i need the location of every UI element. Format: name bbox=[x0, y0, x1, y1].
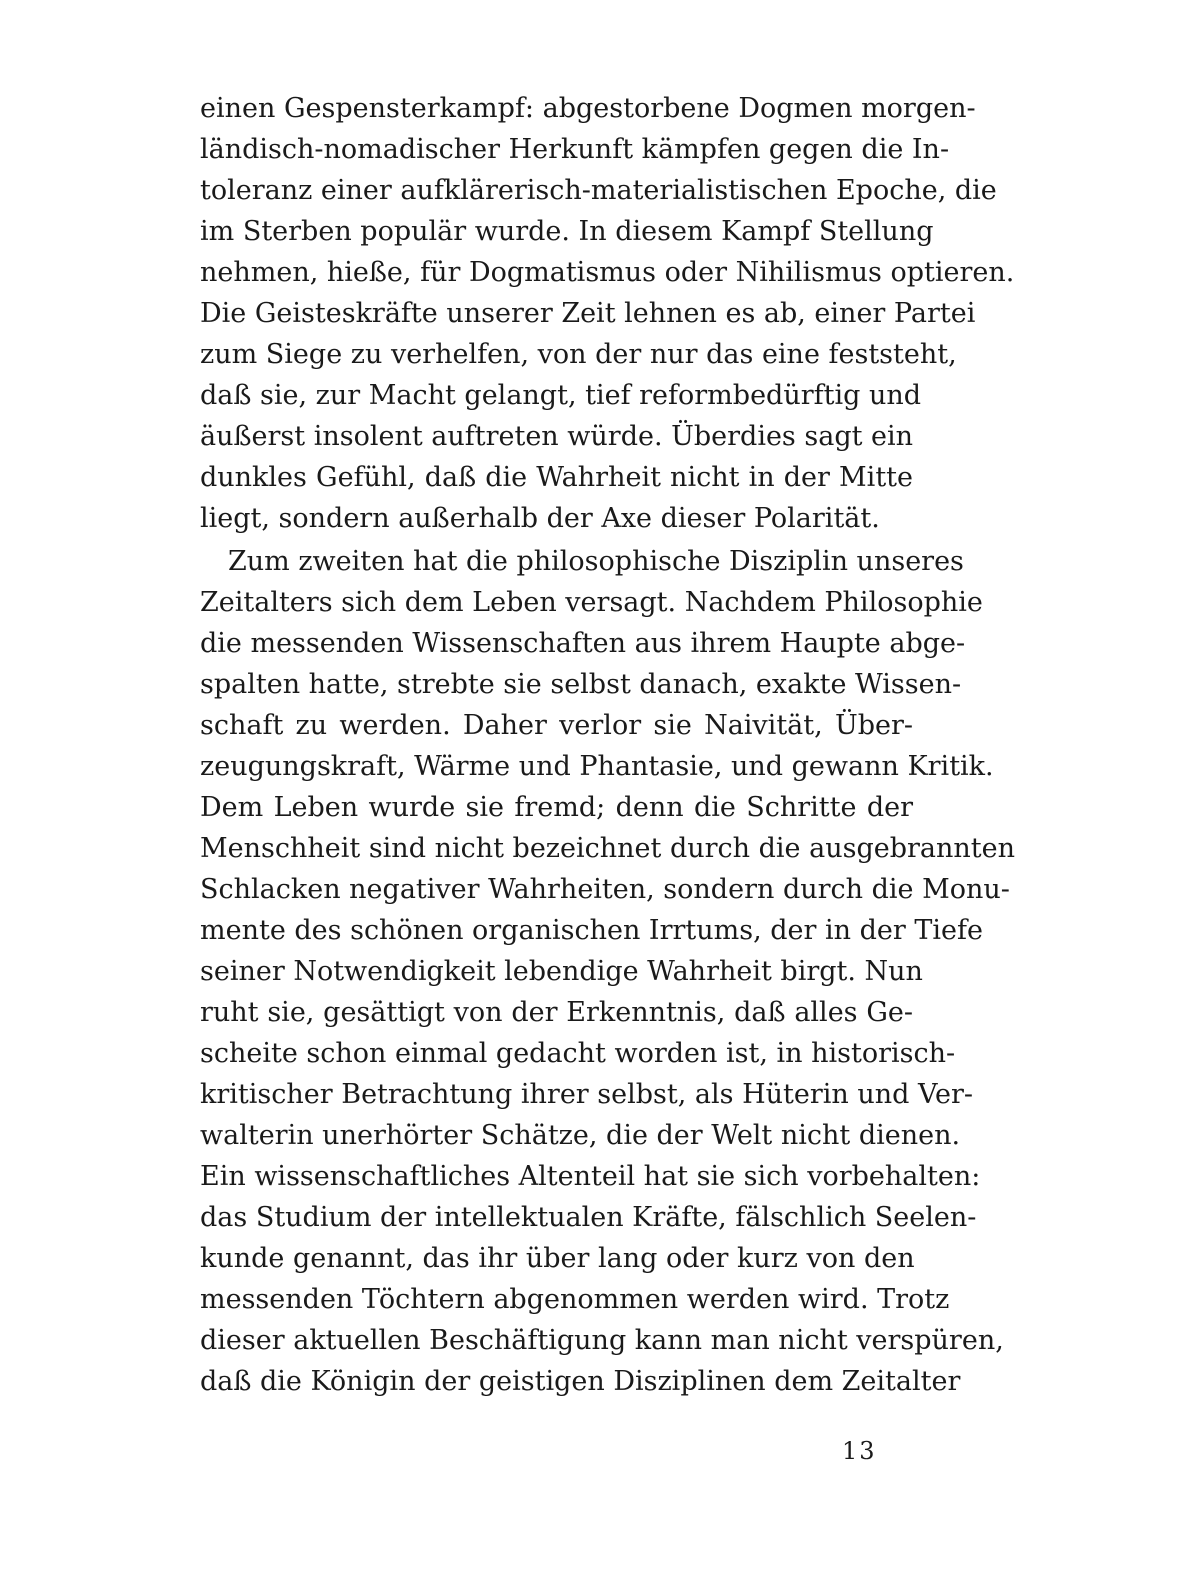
text-line: messenden Töchtern abgenommen werden wird. Trotz bbox=[200, 1284, 950, 1315]
text-line: daß die Königin der geistigen Disziplinen dem Zeitalter bbox=[200, 1366, 961, 1397]
text-line: liegt, sondern außerhalb der Axe dieser Polarität. bbox=[200, 503, 880, 534]
text-line: das Studium der intellektualen Kräfte, fälschlich Seelen- bbox=[200, 1202, 977, 1233]
text-line: Ein wissenschaftliches Altenteil hat sie sich vorbehalten: bbox=[200, 1161, 981, 1192]
text-line: äußerst insolent auftreten würde. Überdies sagt ein bbox=[200, 421, 914, 452]
text-line: ruht sie, gesättigt von der Erkenntnis, daß alles Ge- bbox=[200, 997, 913, 1028]
text-line: Menschheit sind nicht bezeichnet durch die ausgebrannten bbox=[200, 833, 1015, 864]
text-line: dunkles Gefühl, daß die Wahrheit nicht in der Mitte bbox=[200, 462, 913, 493]
text-line: Schlacken negativer Wahrheiten, sondern durch die Monu- bbox=[200, 874, 1010, 905]
text-line: Die Geisteskräfte unserer Zeit lehnen es ab, einer Partei bbox=[200, 298, 976, 329]
text-line: spalten hatte, strebte sie selbst danach, exakte Wissen- bbox=[200, 669, 962, 700]
text-line: kritischer Betrachtung ihrer selbst, als Hüterin und Ver- bbox=[200, 1079, 974, 1110]
text-line: mente des schönen organischen Irrtums, der in der Tiefe bbox=[200, 915, 983, 946]
text-line: im Sterben populär wurde. In diesem Kampf Stellung bbox=[200, 216, 934, 247]
text-line: walterin unerhörter Schätze, die der Welt nicht dienen. bbox=[200, 1120, 961, 1151]
text-line: nehmen, hieße, für Dogmatismus oder Nihilismus optieren. bbox=[200, 257, 1015, 288]
paragraph-2 bbox=[200, 541, 1015, 1402]
text-line: kunde genannt, das ihr über lang oder kurz von den bbox=[200, 1243, 915, 1274]
text-line: Zum zweiten hat die philosophische Disziplin unseres bbox=[228, 546, 964, 577]
text-line: schaft zu werden. Daher verlor sie Naivität, Über- bbox=[200, 710, 913, 741]
page-number: 13 bbox=[842, 1437, 877, 1465]
text-line: Dem Leben wurde sie fremd; denn die Schritte der bbox=[200, 792, 913, 823]
text-line: die messenden Wissenschaften aus ihrem Haupte abge- bbox=[200, 628, 966, 659]
text-line: Zeitalters sich dem Leben versagt. Nachdem Philosophie bbox=[200, 587, 983, 618]
text-line: einen Gespensterkampf: abgestorbene Dogmen morgen- bbox=[200, 93, 976, 124]
text-line: daß sie, zur Macht gelangt, tief reformbedürftig und bbox=[200, 380, 922, 411]
text-line: zeugungskraft, Wärme und Phantasie, und gewann Kritik. bbox=[200, 751, 994, 782]
text-line: ländisch-nomadischer Herkunft kämpfen gegen die In- bbox=[200, 134, 950, 165]
body-text bbox=[200, 88, 1015, 1402]
text-line: zum Siege zu verhelfen, von der nur das eine feststeht, bbox=[200, 339, 957, 370]
text-line: scheite schon einmal gedacht worden ist, in historisch- bbox=[200, 1038, 956, 1069]
text-line: toleranz einer aufklärerisch-materialistischen Epoche, die bbox=[200, 175, 997, 206]
text-line: seiner Notwendigkeit lebendige Wahrheit birgt. Nun bbox=[200, 956, 923, 987]
paragraph-1 bbox=[200, 88, 1015, 539]
text-line: dieser aktuellen Beschäftigung kann man nicht verspüren, bbox=[200, 1325, 1004, 1356]
